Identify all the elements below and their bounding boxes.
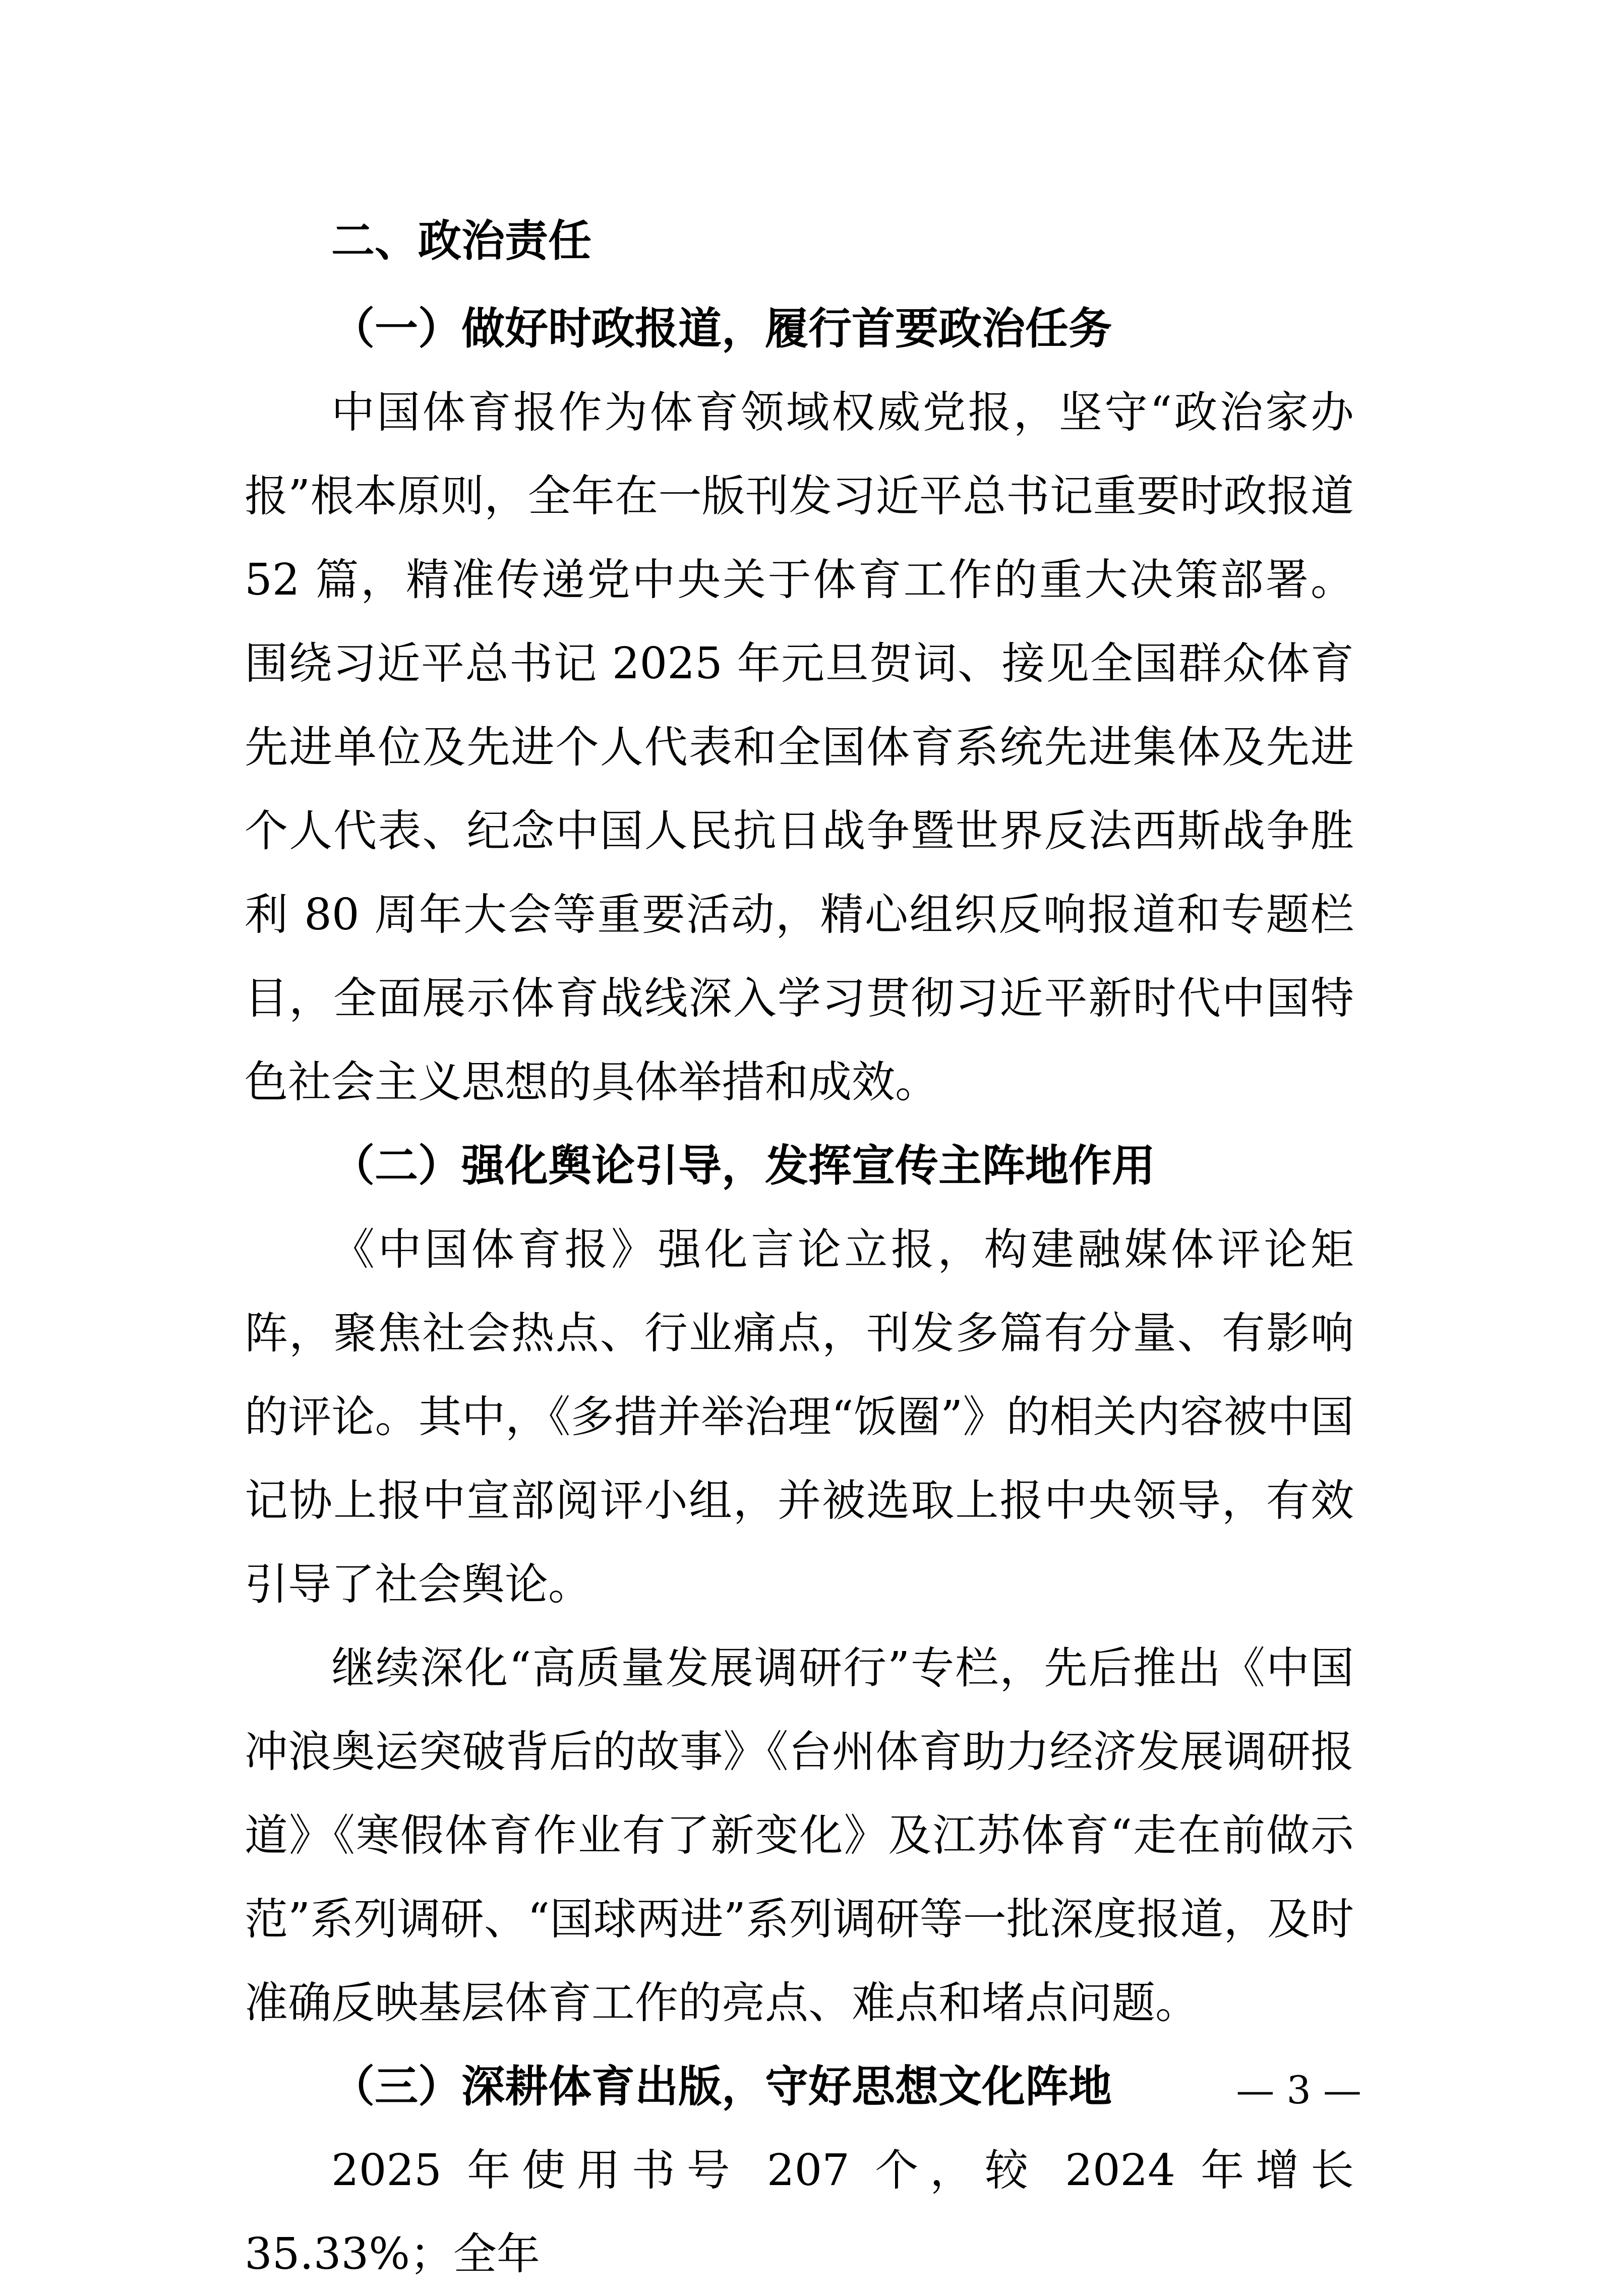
document-body bbox=[245, 199, 1354, 2296]
body-paragraph-2: 《中国体育报》强化言论立报，构建融媒体评论矩阵，聚焦社会热点、行业痛点，刊发多篇有分量、有影响的评论。其中，《多措并举治理“饭圈”》的相关内容被中国记协上报中宣部阅评小组，并被选取上报中央领导，有效引导了社会舆论。 bbox=[245, 1224, 1354, 1610]
subsection-heading-1: （一）做好时政报道，履行首要政治任务 bbox=[331, 303, 1112, 354]
body-paragraph-4: 2025 年使用书号 207 个，较 2024 年增长 35.33%；全年 bbox=[245, 2145, 1354, 2279]
body-paragraph-1: 中国体育报作为体育领域权威党报，坚守“政治家办报”根本原则，全年在一版刊发习近平总书记重要时政报道 52 篇，精准传递党中央关于体育工作的重大决策部署。围绕习近平总书记 2025 年元旦贺词、接见全国群众体育先进单位及先进个人代表和全国体育系统先进集体及先进个人代表、纪念中国人民抗日战争暨世界反法西斯战争胜利 80 周年大会等重要活动，精心组织反响报道和专题栏目，全面展示体育战线深入学习贯彻习近平新时代中国特色社会主义思想的具体举措和成效。 bbox=[245, 387, 1354, 1107]
subsection-heading-2: （二）强化舆论引导，发挥宣传主阵地作用 bbox=[331, 1140, 1155, 1191]
subsection-heading-3: （三）深耕体育出版，守好思想文化阵地 bbox=[331, 2061, 1112, 2112]
body-paragraph-3: 继续深化“高质量发展调研行”专栏，先后推出《中国冲浪奥运突破背后的故事》《台州体育助力经济发展调研报道》《寒假体育作业有了新变化》及江苏体育“走在前做示范”系列调研、“国球两进”系列调研等一批深度报道，及时准确反映基层体育工作的亮点、难点和堵点问题。 bbox=[245, 1643, 1354, 2028]
page-number: — 3 — bbox=[1236, 2068, 1361, 2112]
section-title: 二、政治责任 bbox=[331, 216, 591, 266]
